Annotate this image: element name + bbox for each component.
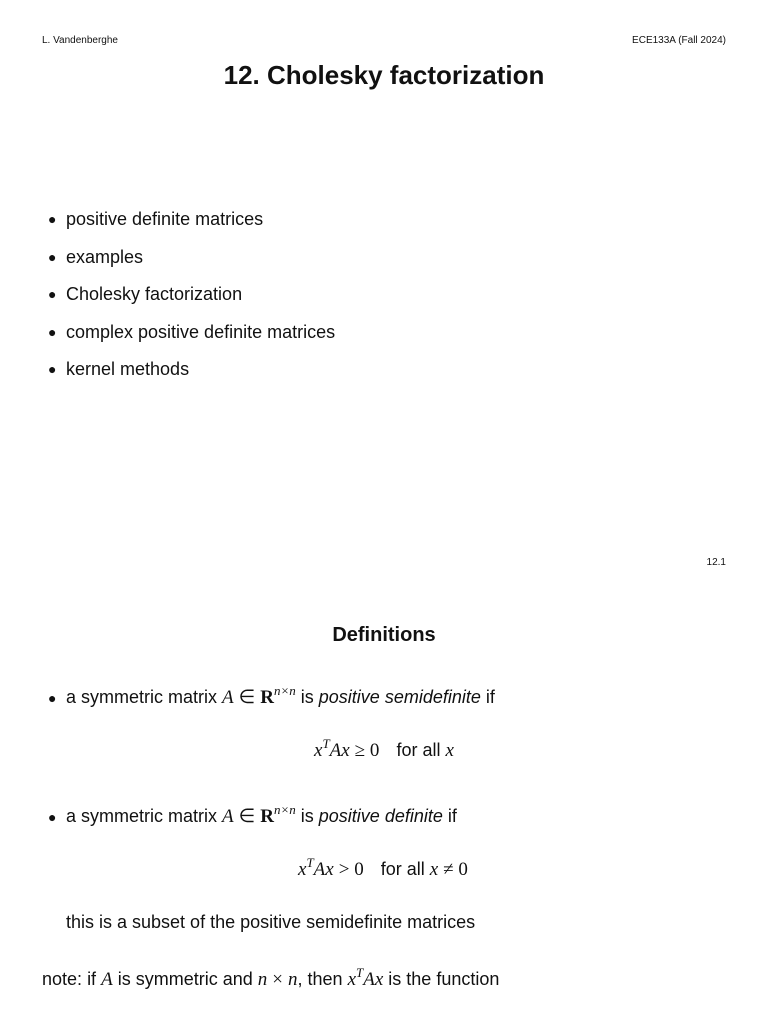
condition-text: for all bbox=[380, 859, 425, 879]
math-symbol: A bbox=[101, 969, 113, 990]
note-line bbox=[42, 964, 500, 992]
math-symbol: × bbox=[272, 969, 283, 990]
header-course: ECE133A (Fall 2024) bbox=[632, 35, 726, 46]
list-item-label: positive definite matrices bbox=[66, 209, 264, 230]
list-item bbox=[48, 276, 335, 314]
bullet-icon: ● bbox=[48, 248, 57, 265]
math-symbol: ≥ 0 bbox=[354, 740, 380, 761]
math-symbol: x bbox=[429, 859, 439, 880]
list-item-label: examples bbox=[66, 246, 144, 267]
definition-term: positive semidefinite bbox=[318, 687, 481, 707]
list-item bbox=[48, 239, 335, 277]
math-symbol: R bbox=[260, 687, 274, 708]
math-symbol: n×n bbox=[273, 683, 296, 698]
math-symbol: ≠ 0 bbox=[443, 859, 468, 880]
definition-definite bbox=[48, 804, 457, 829]
header-author: L. Vandenberghe bbox=[42, 35, 118, 46]
condition-text: for all bbox=[396, 740, 441, 760]
page-number: 12.1 bbox=[706, 557, 726, 568]
note-text: , then bbox=[297, 969, 343, 989]
definition-is: is bbox=[300, 687, 314, 707]
definition-suffix: if bbox=[485, 687, 495, 707]
definition-suffix: if bbox=[447, 806, 457, 826]
math-symbol: x bbox=[445, 740, 454, 761]
definition-semidefinite bbox=[48, 685, 495, 710]
list-item bbox=[48, 351, 335, 389]
math-expression: $x^TAx$ bbox=[314, 735, 350, 761]
bullet-icon: ● bbox=[48, 211, 57, 228]
note-text: if bbox=[87, 969, 97, 989]
definition-term: positive definite bbox=[318, 806, 443, 826]
math-expression: $x^TAx$ bbox=[347, 964, 384, 990]
note-text: is symmetric and bbox=[117, 969, 253, 989]
note-label: note: bbox=[42, 969, 83, 989]
list-item-label: complex positive definite matrices bbox=[66, 321, 336, 342]
list-item-label: kernel methods bbox=[66, 359, 190, 380]
bullet-icon: ● bbox=[48, 809, 57, 825]
condition-definite bbox=[298, 854, 468, 882]
section-title: Definitions bbox=[332, 624, 436, 646]
bullet-icon: ● bbox=[48, 286, 57, 303]
math-symbol: > 0 bbox=[338, 859, 364, 880]
math-symbol: R bbox=[260, 806, 274, 827]
math-symbol: A bbox=[222, 806, 234, 827]
bullet-icon: ● bbox=[48, 361, 57, 378]
definition-prefix: a symmetric matrix bbox=[66, 687, 218, 707]
math-symbol: A bbox=[222, 687, 234, 708]
math-symbol: ∈ bbox=[238, 687, 256, 708]
note-text: is the function bbox=[388, 969, 500, 989]
math-symbol: n×n bbox=[273, 802, 296, 817]
math-symbol: n bbox=[257, 969, 268, 990]
math-symbol: ∈ bbox=[238, 806, 256, 827]
definition-prefix: a symmetric matrix bbox=[66, 806, 218, 826]
outline-list bbox=[48, 201, 335, 389]
slide-title: 12. Cholesky factorization bbox=[223, 60, 545, 90]
math-expression: $x^TAx$ bbox=[298, 854, 334, 880]
math-symbol: n bbox=[288, 969, 298, 990]
definition-is: is bbox=[300, 806, 314, 826]
list-item bbox=[48, 201, 335, 239]
bullet-icon: ● bbox=[48, 690, 57, 706]
list-item bbox=[48, 314, 335, 352]
bullet-icon: ● bbox=[48, 323, 57, 340]
list-item-label: Cholesky factorization bbox=[66, 284, 243, 305]
condition-semidefinite bbox=[314, 735, 454, 763]
subset-note: this is a subset of the positive semidefinite matrices bbox=[66, 912, 476, 932]
